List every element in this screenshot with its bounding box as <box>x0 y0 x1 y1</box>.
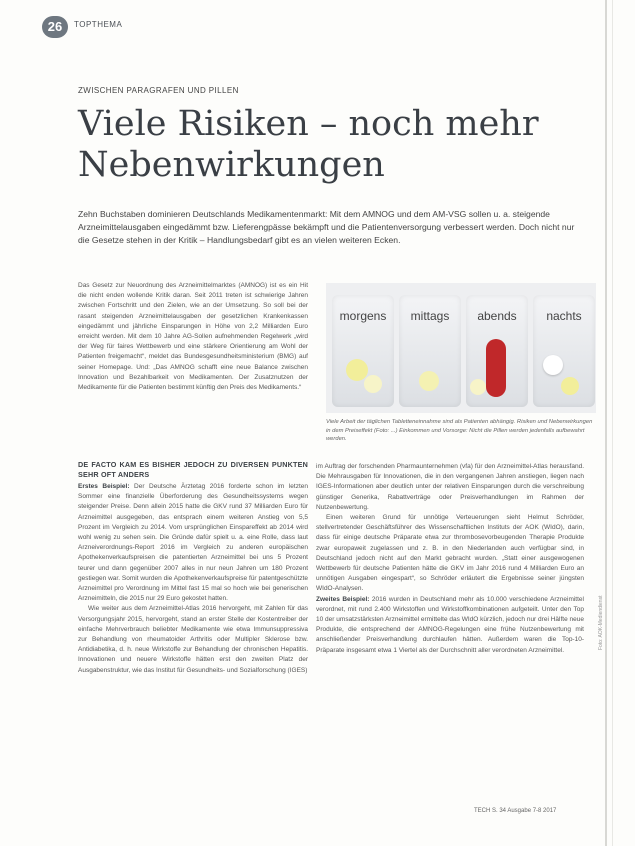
example-two-paragraph <box>316 595 584 656</box>
body-subheading: DE FACTO KAM ES BISHER JEDOCH ZU DIVERSEN PUNKTEN SEHR OFT ANDERS <box>78 460 308 479</box>
pill-compartment-night <box>533 295 595 407</box>
pill-compartment-morning <box>332 295 394 407</box>
article-kicker: ZWISCHEN PARAGRAFEN UND PILLEN <box>78 86 239 95</box>
pill-compartment-midday <box>399 295 461 407</box>
white-pill-icon <box>543 355 563 375</box>
compartment-label: mittags <box>410 309 450 323</box>
yellow-pill-icon <box>346 359 368 381</box>
page-footer: TECH S. 34 Ausgabe 7-8 2017 <box>474 808 557 814</box>
photo-caption: Viele Arbeit der täglichen Tabletteneinnahme sind als Patienten abhängig. Risiken und Nebenwirkungen in dem Preiseffekt (Foto: ...) Einkommen und Vorsorge: Nicht die Pillen werden jedenfalls aufbewahrt werden. <box>326 419 593 443</box>
pill-organizer-photo <box>326 283 596 413</box>
second-paragraph: Wie weiter aus dem Arzneimittel-Atlas 2016 hervorgeht, mit Zahlen für das Versorgungsjahr 2015, hervorgeht, stand an erster Stelle der Kostentreiber der einfache Mehrverbrauch beliebter Medikamente wie etwa Immunsuppressiva zur Behandlung von rheumatoider Arthritis oder Multipler Sklerose bzw. Antidiabetika, d. h. neue Wirkstoffe zur Behandlung der chronischen Hepatitis. Innovationen und neuere Wirkstoffe hätten erst den zweiten Platz der Ausgabenstruktur, wie das Institut für Gesundheits- und Sozialforschung (IGES) <box>78 605 308 674</box>
pale-pill-icon <box>470 379 486 395</box>
pale-pill-icon <box>364 375 382 393</box>
section-label: TOPTHEMA <box>74 20 123 29</box>
example-one-label: Erstes Beispiel: <box>78 483 130 490</box>
compartment-label: morgens <box>339 309 387 323</box>
pill-compartment-evening <box>466 295 528 407</box>
compartment-label: nachts <box>546 309 582 323</box>
page-number-badge: 26 <box>42 16 68 38</box>
left-body-column <box>78 460 308 676</box>
example-one-paragraph <box>78 482 308 604</box>
yellow-pill-icon <box>561 377 579 395</box>
red-capsule-icon <box>486 339 506 397</box>
yellow-pill-icon <box>419 371 439 391</box>
intro-paragraph: Das Gesetz zur Neuordnung des Arzneimittelmarktes (AMNOG) ist es ein Hit die nicht enden wollende Kritik daran. Seit 2011 treten ist schwierige Jahren zwischen Fortschritt und den Zielen, wie an der Umsetzung. So soll bei der rasant steigenden Arzneimittelausgaben der gesetzlichen Krankenkassen eingedämmt und jährliche Einsparungen in Höhe von 2,2 Milliarden Euro erreicht werden. Mit dem 10 Jahre AG-Sollen aufnehmenden Regelwerk „wird der Weg für faires Wettbewerb und eine stärkere Orientierung am Wohl der Patienten freigemacht“, meldet das Bundesgesundheitsministerium (BMG) auf seiner Homepage. Und: „Das AMNOG schafft eine neue Balance zwischen Innovation und Bezahlbarkeit von Medikamenten. Der Zusatznutzen der Medikamente für die Patienten bestimmt künftig den Preis des Medikaments.“ <box>78 282 308 392</box>
photo-credit: Foto: AOK-Mediendienst <box>598 595 604 650</box>
example-two-label: Zweites Beispiel: <box>316 595 370 603</box>
example-two-text: 2016 wurden in Deutschland mehr als 10.000 verschiedene Arzneimittel verordnet, mit rund 2.400 Wirkstoffen und Wirkstoffkombinationen aufgeteilt. Unter den Top 10 der umsatzstärksten Arzneimittel ermittelte das WIdO kürzlich, jedoch nur drei Hälfte neue Produkte, die entsprechend der AMNOG-Regelungen eine frühe Nutzenbewertung mit anschließender Preisverhandlung durchlaufen hätten. Außerdem waren die Top-10-Präparate insgesamt etwa 1 Viertel als der Durchschnitt aller verordneten Arzneimittel. <box>316 595 584 654</box>
intro-column <box>78 281 308 393</box>
compartment-label: abends <box>477 309 517 323</box>
example-one-text: Der Deutsche Ärztetag 2016 forderte schon im letzten Sommer eine finanzielle Überforderung des Gesundheitssystems wegen steigender Preise. Denn allein 2015 hatte die GKV rund 37 Milliarden Euro für Arzneimittel ausgegeben, das entsprach einem weiteren Anstieg von 5,5 Prozent im Vergleich zu 2014. Vom ursprünglichen Einspareffekt ab 2014 wird wohl wenig zu sehen sein. Die Gründe dafür spielt u. a. eine Rolle, dass laut Arzneiverordnungs-Report 2016 im Vergleich zu anderen europäischen Apothekenverkaufspreisen die patentierten Arzneimittel bei uns 5 Prozent teurer und dann gegenüber 2007 alles in nur neun Jahren um 180 Prozent gestiegen war. Somit wurden die Apothekenverkaufspreise für patentgeschützte Arzneimittel pro Verordnung im Mittel fast 15 mal so hoch wie bei generischen Arzneimitteln, die 2015 nur 29 Euro gekostet hatten. <box>78 483 308 603</box>
right-paragraph-two: Einen weiteren Grund für unnötige Verteuerungen sieht Helmut Schröder, stellvertretender Geschäftsführer des Wissenschaftlichen Instituts der AOK (WIdO), darin, dass für einige deutsche Präparate etwa zur thrombosevorbeugenden Therapie Produkte zwar europaweit zugelassen und z. B. in den Niederlanden auch verfügbar sind, in Deutschland jedoch nicht auf den Markt gebracht wurden. „Statt einer ausgewogenen Wettbewerb für deutsche Patienten hätte die GKV im Jahr 2016 rund 4 Milliarden Euro an unnötigen Ausgaben eingespart“, so Schröder erläutert die Ergebnisse seiner jüngsten WIdO-Analysen. <box>316 514 584 593</box>
page-fold-line-secondary <box>612 0 613 846</box>
article-lead: Zehn Buchstaben dominieren Deutschlands Medikamentenmarkt: Mit dem AMNOG und dem AM-VSG sollen u. a. steigende Arzneimittelausgaben eingedämmt bzw. Lieferengpässe bekämpft und die Patientenversorgung verbessert werden. Doch nicht nur die Gesetze stehen in der Kritik – Handlungsbedarf gibt es an vielen weiteren Ecken. <box>78 209 575 245</box>
right-paragraph-one: im Auftrag der forschenden Pharmaunternehmen (vfa) für den Arzneimittel-Atlas herausfand. Die Mehrausgaben für Innovationen, die in den vergangenen Jahren anstiegen, liegen nach IGES-Informationen aber deutlich unter der relativen Einsparungen durch die verschreibung günstiger Generika, Rabattverträge oder Preisverhandlungen im Rahmen der Nutzenbewertung. <box>316 463 584 511</box>
right-body-column <box>316 462 584 656</box>
page-fold-line <box>605 0 607 846</box>
article-title: Viele Risiken – noch mehr Nebenwirkungen <box>78 104 539 185</box>
